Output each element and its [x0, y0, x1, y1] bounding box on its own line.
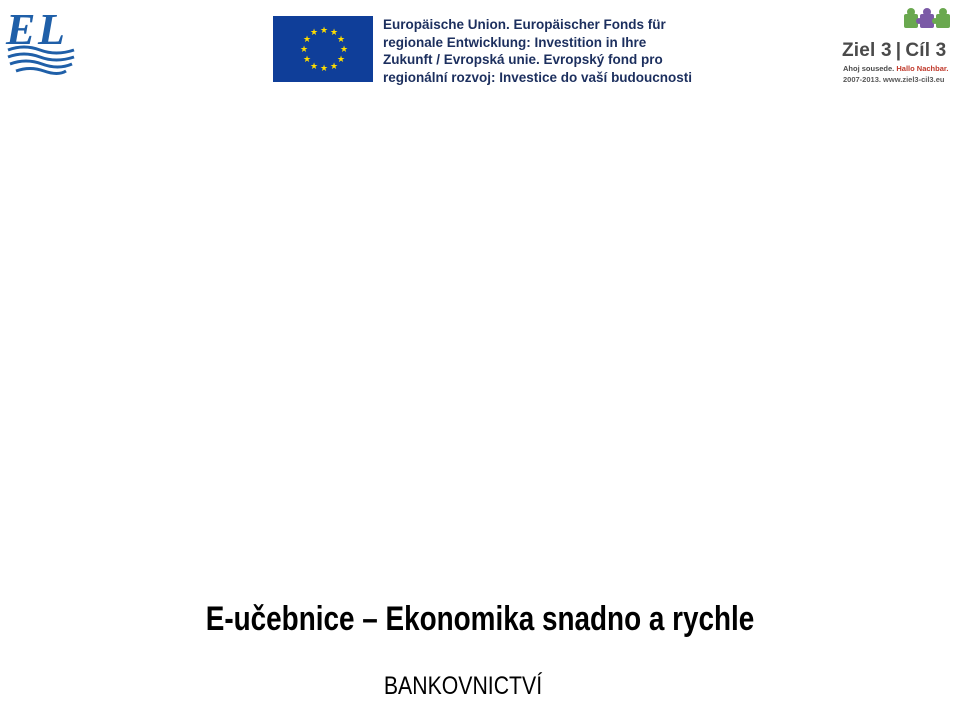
- eu-text-line: regionální rozvoj: Investice do vaší budoucnosti: [383, 69, 693, 85]
- eu-flag-icon: [273, 16, 373, 82]
- svg-text:★: ★: [303, 55, 312, 65]
- svg-text:L: L: [38, 5, 65, 54]
- svg-text:★: ★: [330, 62, 339, 72]
- svg-text:★: ★: [330, 28, 339, 38]
- svg-text:★: ★: [300, 45, 309, 55]
- eu-text-line: regionale Entwicklung: Investition in Ihre: [383, 34, 647, 50]
- ziel-slogan-de: Hallo Nachbar.: [896, 64, 949, 73]
- ziel-title: [842, 40, 946, 62]
- svg-text:★: ★: [337, 35, 346, 45]
- puzzle-pieces-icon: [902, 6, 954, 34]
- eu-text-line: Zukunft / Evropská unie. Evropský fond pro: [383, 52, 663, 67]
- svg-text:E: E: [6, 5, 36, 54]
- ziel-slogan-cz: Ahoj sousede.: [843, 64, 895, 73]
- eu-funding-text: [383, 16, 713, 86]
- page-title: E-učebnice – Ekonomika snadno a rychle: [205, 600, 755, 638]
- ziel-website: 2007-2013. www.ziel3-cil3.eu: [843, 75, 945, 84]
- svg-text:★: ★: [320, 26, 329, 36]
- ziel-slogan: [843, 64, 948, 73]
- svg-text:★: ★: [337, 55, 346, 65]
- svg-text:★: ★: [340, 45, 349, 55]
- svg-text:★: ★: [320, 64, 329, 74]
- page-subtitle: BANKOVNICTVÍ: [383, 672, 543, 700]
- eu-text-line: Europäische Union. Europäischer Fonds für: [383, 17, 666, 32]
- el-logo-icon: [4, 4, 82, 76]
- svg-text:★: ★: [310, 62, 319, 72]
- ziel3-cil3-logo: [840, 6, 956, 86]
- ziel-separator: |: [895, 40, 902, 61]
- ziel-title-right: Cíl 3: [905, 40, 947, 61]
- svg-text:★: ★: [310, 28, 319, 38]
- ziel-title-left: Ziel 3: [842, 40, 892, 61]
- svg-text:★: ★: [303, 35, 312, 45]
